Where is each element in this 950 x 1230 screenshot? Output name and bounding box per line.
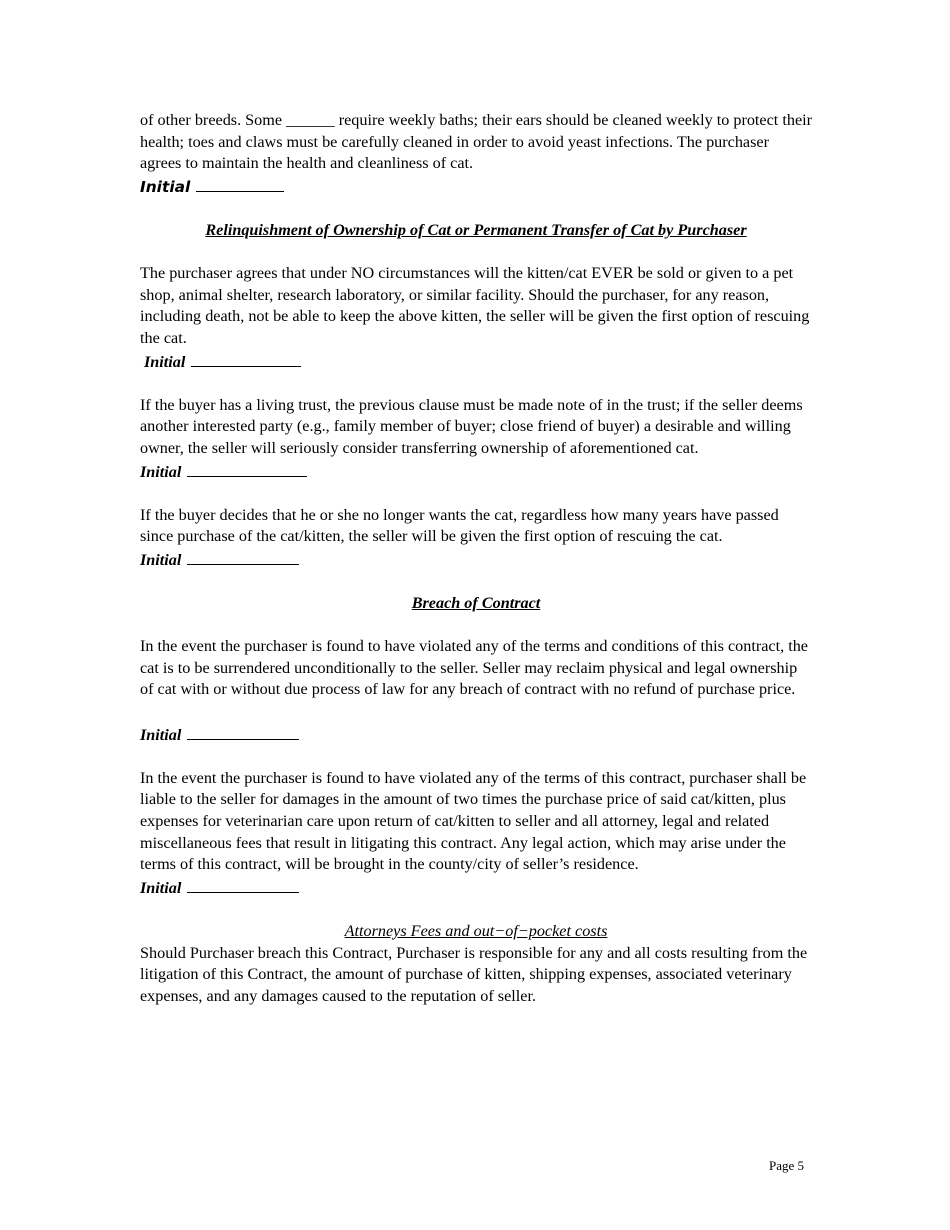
- initial-blank: [187, 723, 299, 740]
- initial-label: Initial: [144, 352, 186, 371]
- initial-label: Initial: [140, 462, 182, 481]
- initial-blank: [187, 548, 299, 565]
- initial-label: Initial: [140, 725, 182, 744]
- care-paragraph: of other breeds. Some ______ require weekly baths; their ears should be cleaned weekly to protect their health; toes and claws must be carefully cleaned in order to avoid yeast infections. The purchaser agrees to maintain the health and cleanliness of cat.: [140, 111, 813, 173]
- initial-blank: [187, 876, 299, 893]
- breach-paragraph-2: In the event the purchaser is found to have violated any of the terms of this contract, purchaser shall be liable to the seller for damages in the amount of two times the purchase price of said cat/kitten, plus expenses for veterinarian care upon return of cat/kitten to seller and all attorney, legal and related miscellaneous fees that result in litigating this contract. Any legal action, which may arise under the terms of this contract, will be brought in the county/city of seller’s residence.: [140, 768, 807, 874]
- relinquish-paragraph-2: If the buyer has a living trust, the previous clause must be made note of in the trust; if the seller deems another interested party (e.g., family member of buyer; close friend of buyer) a desirable and willing owner, the seller will seriously consider transferring ownership of aforementioned cat.: [140, 395, 803, 457]
- initial-line: [140, 723, 812, 747]
- initial-blank: [196, 175, 284, 192]
- relinquish-paragraph-3: If the buyer decides that he or she no longer wants the cat, regardless how many years have passed since purchase of the cat/kitten, the seller will be given the first option of rescuing the cat.: [140, 505, 779, 546]
- initial-label: Initial: [140, 177, 191, 196]
- initial-line: [140, 460, 812, 484]
- relinquish-paragraph-1: The purchaser agrees that under NO circumstances will the kitten/cat EVER be sold or given to a pet shop, animal shelter, research laboratory, or similar facility. Should the purchaser, for any reason, including death, not be able to keep the above kitten, the seller will be given the first option of rescuing the cat.: [140, 264, 810, 347]
- attorney-paragraph: Should Purchaser breach this Contract, Purchaser is responsible for any and all costs resulting from the litigation of this Contract, the amount of purchase of kitten, shipping expenses, associated veterinary expenses, and any damages caused to the reputation of seller.: [140, 943, 808, 1005]
- initial-line: [140, 350, 812, 374]
- breach-heading: Breach of Contract: [411, 594, 541, 613]
- initial-line: [140, 175, 812, 199]
- initial-line: [140, 548, 812, 572]
- initial-line: [140, 876, 812, 900]
- breach-paragraph-1: In the event the purchaser is found to have violated any of the terms and conditions of this contract, the cat is to be surrendered unconditionally to the seller. Seller may reclaim physical and legal ownership of cat with or without due process of law for any breach of contract with no refund of purchase price.: [140, 637, 808, 699]
- attorney-heading: Attorneys Fees and out−of−pocket costs: [344, 921, 608, 940]
- relinquish-heading: Relinquishment of Ownership of Cat or Permanent Transfer of Cat by Purchaser: [205, 220, 747, 239]
- initial-blank: [191, 350, 301, 367]
- initial-blank: [187, 460, 307, 477]
- page-number: Page 5: [769, 1158, 805, 1173]
- document-page: [140, 110, 812, 1007]
- initial-label: Initial: [140, 878, 182, 897]
- initial-label: Initial: [140, 550, 182, 569]
